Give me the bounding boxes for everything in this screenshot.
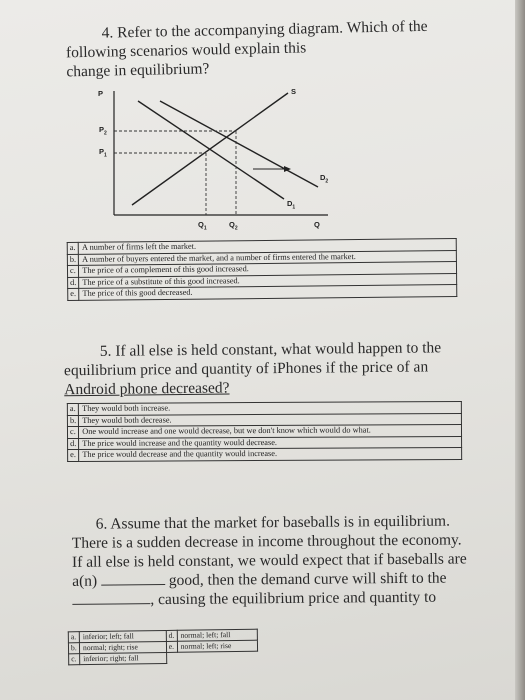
question-4-options [67,238,458,301]
option-letter: e. [166,641,177,652]
question-5-line-1: 5. If all else is held constant, what would happen to the [99,339,442,360]
question-5-prompt [64,338,495,399]
option-text: normal; right; rise [79,641,166,653]
option-text: normal; left; fall [177,629,257,641]
option-letter: a. [68,632,79,643]
option-letter: c. [67,265,78,277]
option-row[interactable] [69,651,258,665]
question-5-line-3: Android phone decreased? [64,379,230,399]
question-6-line-1: 6. Assume that the market for baseballs is in equilibrium. [95,512,451,533]
option-text: The price of a complement of this good increased. [79,261,457,276]
option-text: The price of this good decreased. [79,284,457,299]
option-text: normal; left; rise [177,640,257,652]
option-row[interactable] [68,447,462,461]
option-letter: d. [68,438,79,450]
option-letter: d. [68,277,79,289]
option-text: A number of firms left the market. [78,238,456,253]
question-6-line-5: , causing the equilibrium price and quantity to [60,587,510,610]
question-5-line-2: equilibrium price and quantity of iPhones if the price of an [63,358,429,380]
question-6-line-4: a(n) good, then the demand curve will shift to the [72,569,447,590]
page-edge-shadow [515,0,525,700]
option-letter: a. [67,403,78,415]
diagram-lines [88,87,338,237]
question-6-line-2: There is a sudden decrease in income throughout the economy. [71,531,462,552]
option-letter: c. [67,426,78,438]
option-letter: e. [68,449,79,461]
option-letter: c. [69,654,80,665]
p2-label: $P_2$ [99,125,107,137]
question-6-options [68,629,258,666]
option-text: The price would decrease and the quantity would increase. [79,447,462,461]
p1-label: $P_1$ [99,147,107,159]
q2-label: $Q_2$ [229,220,238,232]
option-text: One would increase and one would decrease, but we don't know which would do what. [79,424,462,438]
option-letter: b. [67,254,78,266]
question-4-prompt [65,16,486,82]
option-text: inferior; right; fall [80,652,167,664]
option-letter: b. [68,643,79,654]
option-letter: b. [67,415,78,427]
question-5-options [67,401,462,462]
question-4-line-1: 4. Refer to the accompanying diagram. Which of the [101,17,428,42]
price-axis-label: P [98,89,104,98]
option-letter: e. [68,288,79,300]
option-text: The price of a substitute of this good increased. [79,273,457,288]
supply-demand-diagram [88,87,338,237]
option-text: inferior; left; fall [79,630,166,642]
d2-label: $D_2$ [320,173,329,185]
option-letter: a. [67,242,78,254]
option-text: The price would increase and the quantity would decrease. [79,436,462,450]
quantity-axis-label: Q [314,220,320,229]
option-text: A number of buyers entered the market, and a number of firms entered the market. [79,250,457,265]
answer-blank-1 [101,584,165,586]
question-4-line-3: change in equilibrium? [66,60,210,81]
question-6-prompt [60,511,511,610]
supply-label: S [291,87,297,96]
d1-label: $D_1$ [287,199,296,211]
demand-curve-d2 [160,101,318,187]
answer-blank-2 [72,603,150,605]
option-text: They would both increase. [79,401,462,415]
question-6-line-3: If all else is held constant, we would expect that if baseballs are [71,550,467,571]
option-letter: d. [166,630,177,641]
empty-cell [166,651,257,663]
q1-label: $Q_1$ [198,220,207,232]
question-4-line-2: following scenarios would explain this [65,39,307,62]
option-text: They would both decrease. [79,413,462,427]
